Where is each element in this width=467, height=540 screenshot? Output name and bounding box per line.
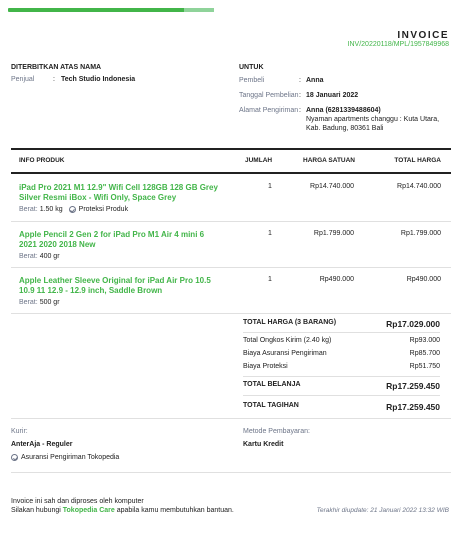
tokopedia-logo-bar: [8, 8, 214, 12]
item-total: Rp14.740.000: [397, 183, 441, 190]
col-header-unit-price: HARGA SATUAN: [303, 157, 355, 164]
payment-value: Kartu Kredit: [243, 441, 284, 448]
buyer-name-label: Pembeli: [239, 77, 265, 84]
item-total: Rp1.799.000: [400, 230, 441, 237]
summary-divider: [243, 332, 440, 333]
summary-total-belanja: [243, 381, 440, 391]
summary-value: Rp85.700: [409, 350, 440, 357]
product-name[interactable]: Apple Leather Sleeve Original for iPad Air Pro 10.5 10.9 11 12.9 - 12.9 inch, Saddle Brown: [19, 276, 211, 295]
check-circle-icon: [11, 454, 18, 461]
summary-label: Biaya Asuransi Pengiriman: [243, 350, 327, 357]
summary-proteksi: [243, 363, 440, 370]
invoice-number[interactable]: INV/20220118/MPL/1957849968: [347, 41, 449, 48]
section-divider: [11, 418, 451, 419]
courier-value: AnterAja - Reguler: [11, 441, 73, 448]
weight-value: 500 gr: [39, 299, 60, 306]
summary-divider: [243, 376, 440, 377]
item-qty: 1: [268, 183, 272, 190]
buyer-info: [239, 76, 461, 139]
check-circle-icon: [69, 206, 76, 213]
weight-value: 400 gr: [39, 253, 60, 260]
purchase-date: 18 Januari 2022: [306, 92, 359, 99]
col-header-qty: JUMLAH: [245, 157, 273, 164]
weight-label: Berat:: [19, 253, 38, 260]
product-name[interactable]: iPad Pro 2021 M1 12.9" Wifi Cell 128GB 128 GB Grey Silver Resmi iBox - Wifi Only, Space Grey: [19, 183, 218, 202]
summary-asuransi: [243, 350, 440, 357]
summary-ongkir: [243, 337, 440, 344]
col-header-product: INFO PRODUK: [19, 157, 65, 164]
purchase-date-label: Tanggal Pembelian: [239, 92, 299, 99]
buyer-heading: UNTUK: [239, 64, 264, 71]
summary-total-tagihan: [243, 402, 440, 412]
protection-badge: [69, 206, 128, 213]
table-header-rule: [11, 172, 451, 174]
buyer-name: Anna: [306, 77, 324, 84]
buyer-row-address: [239, 106, 461, 133]
invoice-title: INVOICE: [397, 30, 449, 41]
protection-label: Proteksi Produk: [78, 206, 129, 213]
product-name[interactable]: Apple Pencil 2 Gen 2 for iPad Pro M1 Air 4 mini 6 2021 2020 2018 New: [19, 230, 205, 249]
product-meta: [19, 206, 219, 213]
address-line-1: Nyaman apartments changgu : Kuta Utara,: [306, 116, 440, 123]
footer-help-text: apabila kamu membutuhkan bantuan.: [114, 507, 234, 514]
payment-label: Metode Pembayaran:: [243, 428, 310, 435]
table-row: [19, 276, 219, 306]
courier-label: Kurir:: [11, 428, 28, 435]
weight-label: Berat:: [19, 299, 38, 306]
address-label: Alamat Pengiriman: [239, 107, 299, 114]
summary-value: Rp93.000: [409, 337, 440, 344]
summary-label: Total Ongkos Kirim (2.40 kg): [243, 337, 332, 344]
col-header-total: TOTAL HARGA: [394, 157, 441, 164]
table-top-rule: [11, 148, 451, 150]
recipient: Anna (6281339488604): [306, 107, 381, 114]
seller-heading: DITERBITKAN ATAS NAMA: [11, 64, 102, 71]
row-divider: [11, 221, 451, 222]
summary-total-harga: [243, 319, 440, 329]
item-qty: 1: [268, 276, 272, 283]
insurance-label: Asuransi Pengiriman Tokopedia: [21, 454, 120, 461]
separator: :: [299, 107, 301, 114]
table-row: [19, 183, 219, 213]
row-divider: [11, 313, 451, 314]
weight-label: Berat:: [19, 206, 38, 213]
summary-value: Rp51.750: [409, 363, 440, 370]
separator: :: [299, 92, 301, 99]
table-row: [19, 230, 219, 260]
summary-value: Rp17.029.000: [386, 319, 440, 329]
summary-label: TOTAL HARGA (3 BARANG): [243, 319, 337, 326]
product-meta: [19, 253, 219, 260]
summary-value: Rp17.259.450: [386, 381, 440, 391]
item-unit-price: Rp14.740.000: [310, 183, 354, 190]
address-line-2: Kab. Badung, 80361 Bali: [306, 125, 384, 132]
footer-help-text: Silakan hubungi: [11, 507, 63, 514]
item-unit-price: Rp490.000: [319, 276, 354, 283]
item-qty: 1: [268, 230, 272, 237]
footer-divider: [11, 472, 451, 473]
summary-label: TOTAL BELANJA: [243, 381, 301, 388]
separator: :: [299, 77, 301, 84]
item-total: Rp490.000: [406, 276, 441, 283]
weight-value: 1.50 kg: [39, 206, 63, 213]
last-updated: Terakhir diupdate: 21 Januari 2022 13:32 WIB: [316, 507, 449, 514]
footer-help: [11, 507, 234, 514]
product-meta: [19, 299, 219, 306]
summary-label: TOTAL TAGIHAN: [243, 402, 299, 409]
buyer-row-date: [239, 91, 461, 100]
seller-label: Penjual: [11, 76, 35, 83]
buyer-row-name: [239, 76, 461, 85]
seller-name: Tech Studio Indonesia: [61, 76, 136, 83]
insurance-badge: [11, 454, 119, 461]
footer-note: Invoice ini sah dan diproses oleh komputer: [11, 498, 144, 505]
summary-divider: [243, 395, 440, 396]
separator: :: [53, 76, 55, 83]
item-unit-price: Rp1.799.000: [313, 230, 354, 237]
tokopedia-care-link[interactable]: Tokopedia Care: [62, 507, 115, 514]
summary-label: Biaya Proteksi: [243, 363, 288, 370]
row-divider: [11, 267, 451, 268]
summary-value: Rp17.259.450: [386, 402, 440, 412]
seller-row: [11, 76, 135, 83]
